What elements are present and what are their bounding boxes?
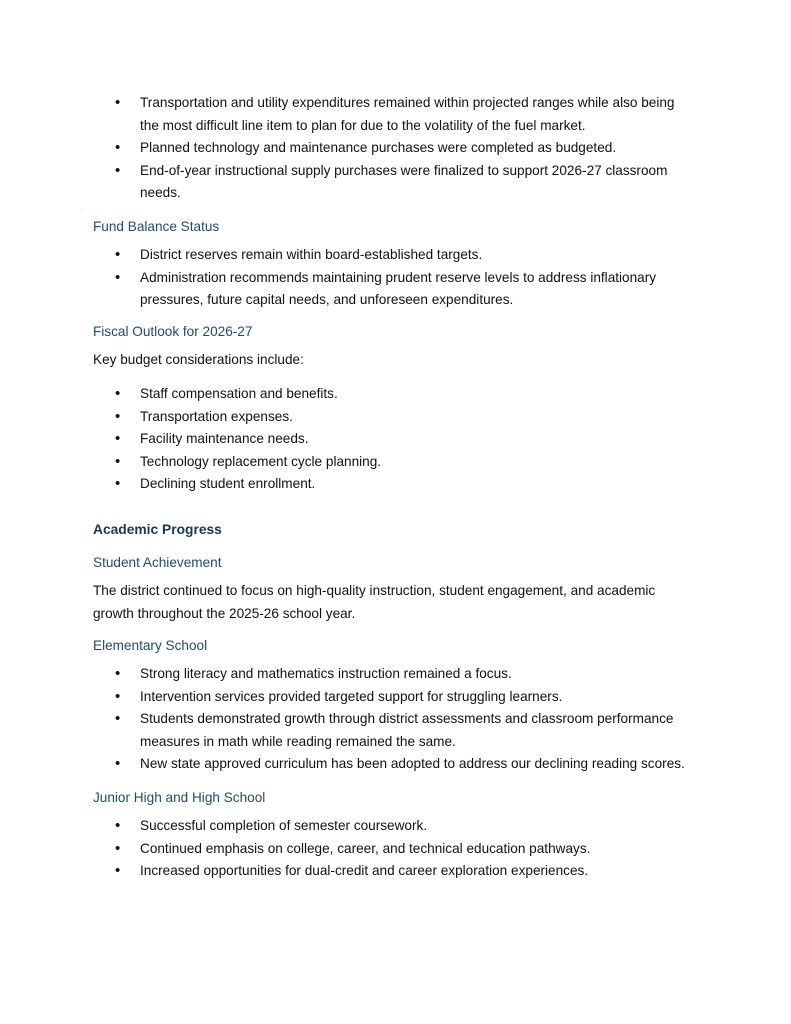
list-item: • Technology replacement cycle planning. bbox=[93, 451, 693, 474]
fiscal-outlook-bullets bbox=[93, 383, 693, 496]
list-item: • Facility maintenance needs. bbox=[93, 428, 693, 451]
budget-bullet-list bbox=[93, 92, 693, 205]
list-item: • District reserves remain within board-established targets. bbox=[93, 244, 693, 267]
elementary-bullets bbox=[93, 663, 693, 776]
fiscal-outlook-section bbox=[93, 322, 693, 342]
elementary-section bbox=[93, 636, 693, 656]
secondary-bullets bbox=[93, 815, 693, 883]
fund-balance-heading: Fund Balance Status bbox=[93, 219, 220, 234]
student-achievement-text: The district continued to focus on high-quality instruction, student engagement, and academic growth throughout the 2025-26 school year. bbox=[93, 583, 656, 621]
student-achievement-heading: Student Achievement bbox=[93, 555, 222, 570]
academic-progress-heading: Academic Progress bbox=[93, 522, 222, 537]
elementary-bullet-list bbox=[93, 663, 693, 776]
list-item: • Declining student enrollment. bbox=[93, 473, 693, 496]
list-item: • Continued emphasis on college, career, and technical education pathways. bbox=[93, 838, 693, 861]
fund-balance-bullet-list bbox=[93, 244, 693, 312]
list-item: • Increased opportunities for dual-credit and career exploration experiences. bbox=[93, 860, 693, 883]
list-item: • Intervention services provided targeted support for struggling learners. bbox=[93, 686, 693, 709]
budget-bullets-section bbox=[93, 92, 693, 205]
fund-balance-section bbox=[93, 217, 693, 237]
list-item: • Successful completion of semester coursework. bbox=[93, 815, 693, 838]
secondary-section bbox=[93, 788, 693, 808]
elementary-heading: Elementary School bbox=[93, 638, 208, 653]
list-item: • Administration recommends maintaining prudent reserve levels to address inflationary pressures, future capital needs, and unforeseen expenditures. bbox=[93, 267, 693, 312]
fiscal-outlook-intro: Key budget considerations include: bbox=[93, 352, 304, 367]
list-item: • New state approved curriculum has been adopted to address our declining reading scores. bbox=[93, 753, 693, 776]
fiscal-outlook-heading: Fiscal Outlook for 2026-27 bbox=[93, 324, 253, 339]
student-achievement-section bbox=[93, 553, 693, 573]
secondary-bullet-list bbox=[93, 815, 693, 883]
secondary-heading: Junior High and High School bbox=[93, 790, 266, 805]
list-item: • End-of-year instructional supply purchases were finalized to support 2026-27 classroom needs. bbox=[93, 160, 693, 205]
fiscal-outlook-intro-block bbox=[93, 349, 693, 372]
list-item: • Strong literacy and mathematics instruction remained a focus. bbox=[93, 663, 693, 686]
list-item: • Students demonstrated growth through district assessments and classroom performance measures in math while reading remained the same. bbox=[93, 708, 693, 753]
academic-progress-section bbox=[93, 520, 693, 540]
list-item: • Transportation expenses. bbox=[93, 406, 693, 429]
list-item: • Staff compensation and benefits. bbox=[93, 383, 693, 406]
fiscal-outlook-bullet-list bbox=[93, 383, 693, 496]
student-achievement-text-block bbox=[93, 580, 673, 625]
list-item: • Planned technology and maintenance purchases were completed as budgeted. bbox=[93, 137, 693, 160]
list-item: • Transportation and utility expenditures remained within projected ranges while also being the most difficult line item to plan for due to the volatility of the fuel market. bbox=[93, 92, 693, 137]
fund-balance-bullets bbox=[93, 244, 693, 312]
